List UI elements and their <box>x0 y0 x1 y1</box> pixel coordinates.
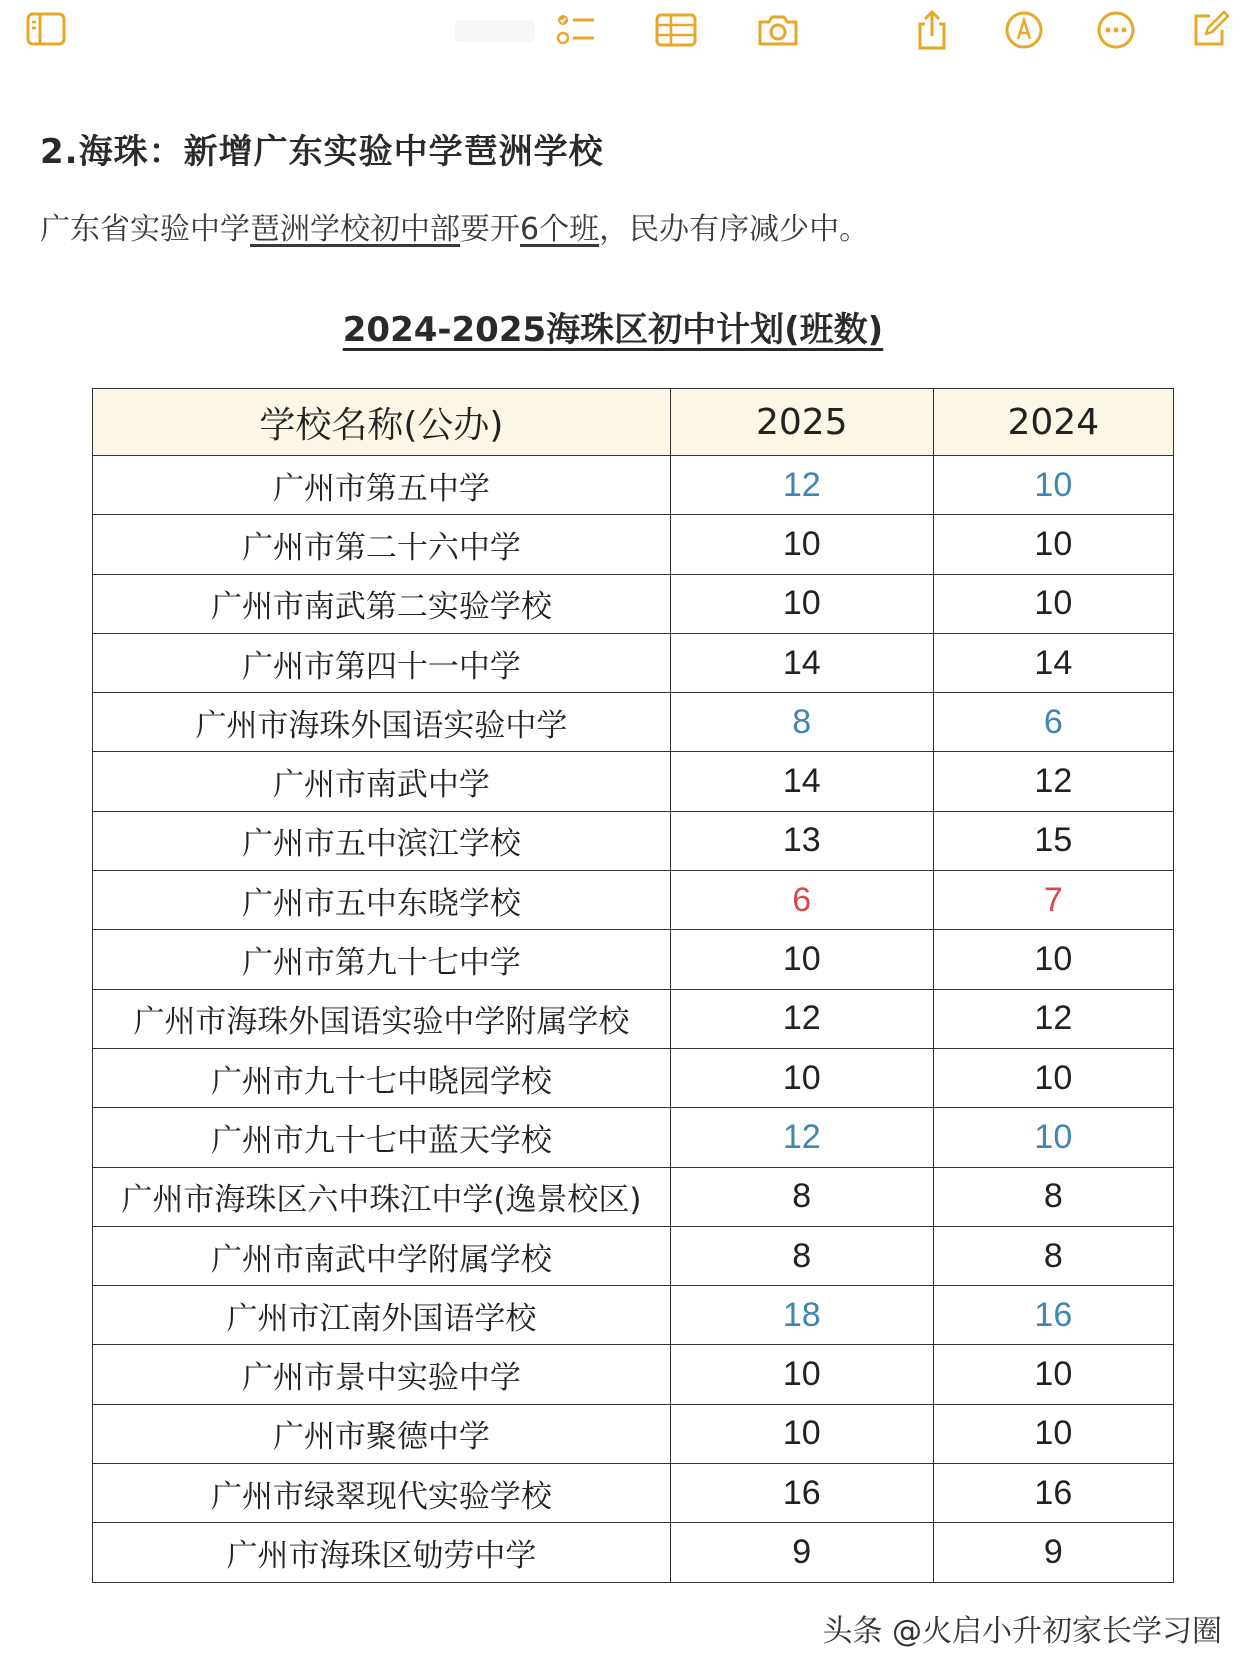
underlined-class-count: 6个班 <box>520 212 600 247</box>
count-2025-cell: 18 <box>670 1286 933 1345</box>
note-title-placeholder <box>455 20 535 42</box>
school-name-cell: 广州市海珠外国语实验中学 <box>93 693 671 752</box>
pen-icon <box>1002 8 1046 52</box>
table-row <box>93 989 1174 1048</box>
count-2025-cell: 12 <box>670 989 933 1048</box>
count-2024-cell: 15 <box>933 811 1173 870</box>
count-2025-cell: 10 <box>670 930 933 989</box>
table-row <box>93 1167 1174 1226</box>
table-row <box>93 574 1174 633</box>
count-2025-cell: 8 <box>670 1226 933 1285</box>
more-button[interactable] <box>1092 8 1140 52</box>
table-button[interactable] <box>652 8 700 52</box>
count-2025-cell: 12 <box>670 1108 933 1167</box>
markup-button[interactable] <box>1000 8 1048 52</box>
paragraph-text: ，民办有序减少中。 <box>599 212 870 247</box>
count-2025-cell: 8 <box>670 693 933 752</box>
count-2024-cell: 10 <box>933 1345 1173 1404</box>
table-row <box>93 930 1174 989</box>
count-2025-cell: 10 <box>670 1048 933 1107</box>
count-2024-cell: 12 <box>933 989 1173 1048</box>
table-row <box>93 1345 1174 1404</box>
count-2024-cell: 10 <box>933 1108 1173 1167</box>
count-2024-cell: 16 <box>933 1286 1173 1345</box>
section-heading: 2.海珠：新增广东实验中学琶洲学校 <box>40 132 604 172</box>
class-plan-table <box>92 388 1174 1583</box>
table-icon <box>654 10 698 50</box>
school-name-cell: 广州市五中滨江学校 <box>93 811 671 870</box>
camera-button[interactable] <box>754 8 802 52</box>
school-name-cell: 广州市第九十七中学 <box>93 930 671 989</box>
count-2025-cell: 10 <box>670 574 933 633</box>
share-button[interactable] <box>908 8 956 52</box>
table-row <box>93 1226 1174 1285</box>
count-2024-cell: 16 <box>933 1464 1173 1523</box>
count-2024-cell: 7 <box>933 871 1173 930</box>
table-row <box>93 1048 1174 1107</box>
compose-button[interactable] <box>1186 8 1234 52</box>
watermark: 头条 @火启小升初家长学习圈 <box>822 1614 1222 1649</box>
table-row <box>93 752 1174 811</box>
notes-toolbar <box>0 0 1242 64</box>
count-2025-cell: 8 <box>670 1167 933 1226</box>
count-2025-cell: 10 <box>670 1345 933 1404</box>
school-name-cell: 广州市海珠外国语实验中学附属学校 <box>93 989 671 1048</box>
count-2024-cell: 10 <box>933 1048 1173 1107</box>
count-2024-cell: 6 <box>933 693 1173 752</box>
count-2024-cell: 8 <box>933 1167 1173 1226</box>
table-row <box>93 811 1174 870</box>
table-row <box>93 1404 1174 1463</box>
school-name-cell: 广州市海珠区劬劳中学 <box>93 1523 671 1582</box>
checklist-button[interactable] <box>552 8 600 52</box>
paragraph-text: 广东省实验中学 <box>40 212 250 247</box>
count-2024-cell: 14 <box>933 633 1173 692</box>
table-header-row <box>93 389 1174 456</box>
count-2024-cell: 10 <box>933 515 1173 574</box>
paragraph-text: 要开 <box>460 212 520 247</box>
table-row <box>93 1108 1174 1167</box>
school-name-cell: 广州市海珠区六中珠江中学(逸景校区) <box>93 1167 671 1226</box>
table-title: 2024-2025海珠区初中计划(班数) <box>342 310 884 350</box>
table-row <box>93 633 1174 692</box>
count-2025-cell: 16 <box>670 1464 933 1523</box>
school-name-cell: 广州市第五中学 <box>93 456 671 515</box>
count-2025-cell: 13 <box>670 811 933 870</box>
sidebar-icon <box>24 10 68 50</box>
count-2024-cell: 10 <box>933 1404 1173 1463</box>
sidebar-toggle-button[interactable] <box>22 8 70 52</box>
compose-icon <box>1188 8 1232 52</box>
intro-paragraph <box>40 204 869 248</box>
count-2024-cell: 10 <box>933 574 1173 633</box>
school-name-cell: 广州市江南外国语学校 <box>93 1286 671 1345</box>
ellipsis-icon <box>1094 8 1138 52</box>
table-row <box>93 515 1174 574</box>
checklist-icon <box>554 10 598 50</box>
school-name-cell: 广州市第二十六中学 <box>93 515 671 574</box>
count-2025-cell: 10 <box>670 515 933 574</box>
underlined-school-text: 琶洲学校初中部 <box>250 212 460 247</box>
header-2025: 2025 <box>670 389 933 456</box>
school-name-cell: 广州市南武中学 <box>93 752 671 811</box>
table-row <box>93 871 1174 930</box>
school-name-cell: 广州市九十七中晓园学校 <box>93 1048 671 1107</box>
table-row <box>93 1523 1174 1582</box>
count-2024-cell: 10 <box>933 930 1173 989</box>
count-2025-cell: 6 <box>670 871 933 930</box>
camera-icon <box>755 10 801 50</box>
count-2024-cell: 8 <box>933 1226 1173 1285</box>
table-row <box>93 456 1174 515</box>
count-2025-cell: 10 <box>670 1404 933 1463</box>
count-2024-cell: 12 <box>933 752 1173 811</box>
count-2024-cell: 10 <box>933 456 1173 515</box>
count-2025-cell: 12 <box>670 456 933 515</box>
count-2024-cell: 9 <box>933 1523 1173 1582</box>
header-school-name: 学校名称(公办) <box>93 389 671 456</box>
table-row <box>93 1286 1174 1345</box>
table-row <box>93 1464 1174 1523</box>
count-2025-cell: 9 <box>670 1523 933 1582</box>
table-row <box>93 693 1174 752</box>
header-2024: 2024 <box>933 389 1173 456</box>
school-name-cell: 广州市南武中学附属学校 <box>93 1226 671 1285</box>
school-name-cell: 广州市五中东晓学校 <box>93 871 671 930</box>
school-name-cell: 广州市九十七中蓝天学校 <box>93 1108 671 1167</box>
school-name-cell: 广州市第四十一中学 <box>93 633 671 692</box>
share-icon <box>912 8 952 52</box>
count-2025-cell: 14 <box>670 752 933 811</box>
school-name-cell: 广州市南武第二实验学校 <box>93 574 671 633</box>
count-2025-cell: 14 <box>670 633 933 692</box>
school-name-cell: 广州市绿翠现代实验学校 <box>93 1464 671 1523</box>
school-name-cell: 广州市聚德中学 <box>93 1404 671 1463</box>
school-name-cell: 广州市景中实验中学 <box>93 1345 671 1404</box>
